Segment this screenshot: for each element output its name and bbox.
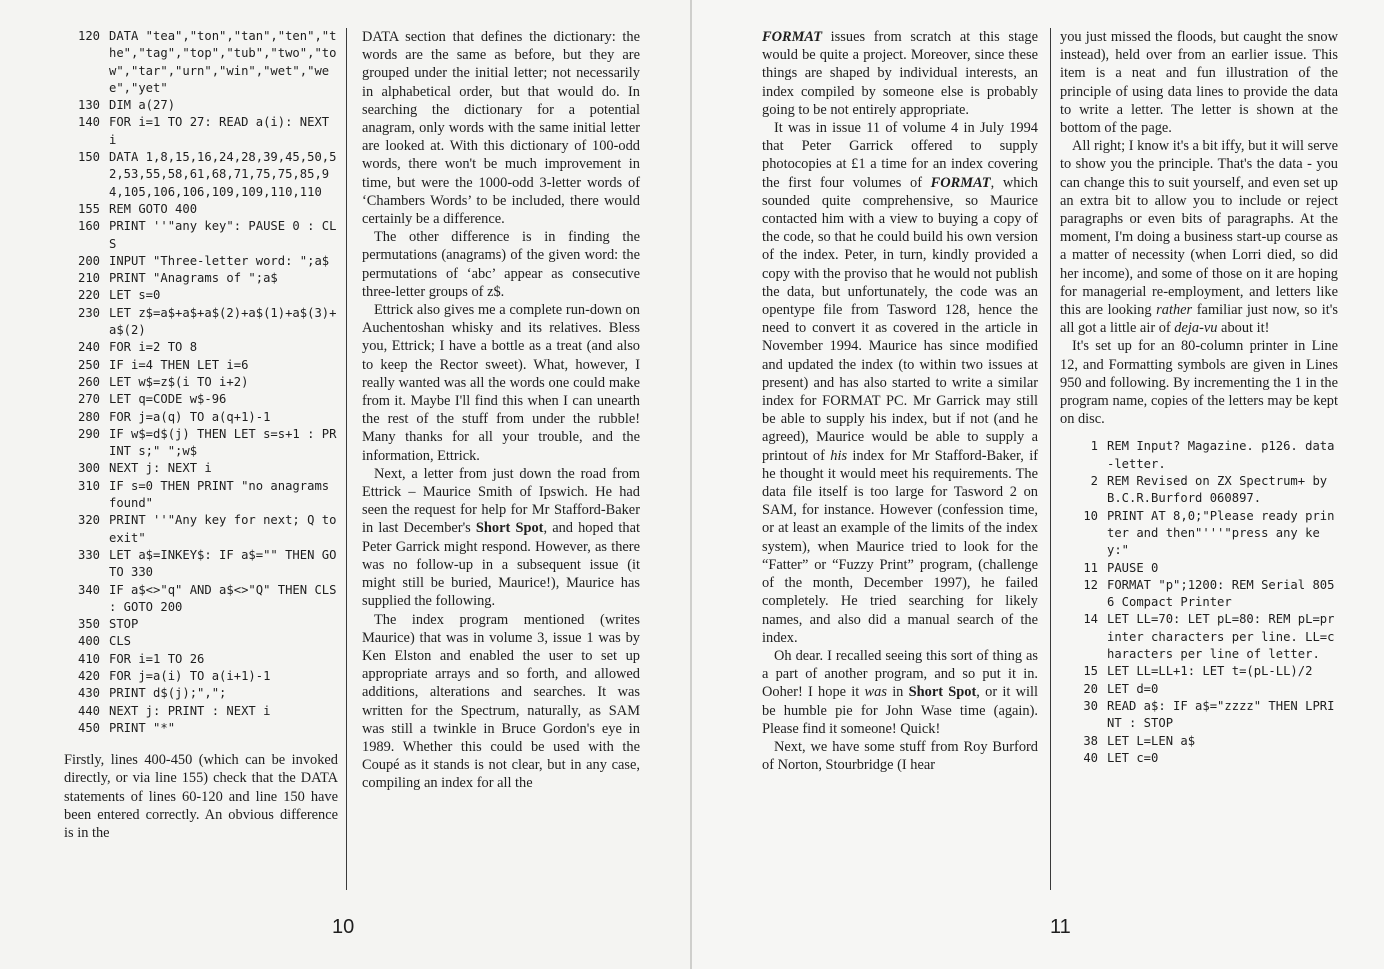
code-line [64,703,338,720]
line-number: 160 [77,219,100,234]
text-run: Next, a letter from just down the road from Ettrick – Maurice Smith of Ipswich. He had seen the request for help for Mr Stafford-Baker in last December's [362,465,640,537]
code-line [1062,698,1338,733]
code-text: LET d=0 [1107,681,1159,696]
code-text: LET s=0 [109,288,161,303]
code-text: FORMAT "p";1200: REM Serial 8056 Compact Printer [1107,577,1335,610]
line-number: 340 [77,582,100,597]
text-run: , which sounded quite comprehensive, so Maurice contacted him with a view to buying a copy of the code, so that he could build his own version of the index. Peter, in turn, kindly provided a copy with the proviso that he would not publish the data, but unfortunately, the code was an opentype file from Tasword 128, hence the need to convert it as covered in the article in November 1994. Maurice has since modified and updated the index (to within two issues at present) and has also started to write a similar index for FORMAT PC. Mr Garrick may still be able to supply his index, but if not (and he agreed), Maurice would be able to supply a printout of [762,174,1038,464]
page-number: 11 [1050,916,1071,938]
line-number: 310 [77,478,100,493]
code-text: NEXT j: PRINT : NEXT i [109,703,271,718]
code-line [64,149,338,201]
line-number: 10 [1083,508,1098,523]
text-run: issues from scratch at this stage would be quite a project. Moreover, since these things are shaped by individual interests, an index compiled by someone else is probably going to be not entirely appropriate. [762,29,1038,118]
code-line [64,391,338,408]
line-number: 280 [77,409,100,424]
line-number: 210 [77,271,100,286]
line-number: 120 [77,29,100,43]
code-text: IF a$<>"q" AND a$<>"Q" THEN CLS : GOTO 200 [109,582,344,614]
text-run: in [886,684,909,701]
code-text: INPUT "Three-letter word: ";a$ [109,253,330,268]
code-text: IF s=0 THEN PRINT "no anagrams found" [109,478,337,511]
code-text: FOR i=1 TO 26 [109,651,205,666]
left-column-2 [362,28,640,793]
code-line [64,357,338,374]
code-line [64,426,338,461]
code-text: DATA "tea","ton","tan","ten","the","tag","top","tub","two","tow","tar","urn","win","wet","wee","yet" [109,29,337,95]
text-run: familiar just now, so it's all got a little air of [1060,302,1338,337]
paragraph: Next, we have some stuff from Roy Burford of Norton, Stourbridge (I hear [762,738,1038,774]
code-line [1062,750,1338,767]
code-text: PRINT "Anagrams of ";a$ [109,271,278,286]
line-number: 410 [77,651,100,666]
line-number: 400 [77,634,100,649]
paragraph: The other difference is in finding the permutations (anagrams) of the given word: the permutations of ‘abc’ appear as consecutive three-letter groups of z$. [362,229,640,300]
code-line [1062,733,1338,750]
code-text: LET LL=70: LET pL=80: REM pL=printer characters per line. LL=characters per line of letter. [1107,612,1335,662]
code-text: FOR i=1 TO 27: READ a(i): NEXT i [109,115,337,147]
line-number: 230 [77,305,100,320]
line-number: 14 [1083,612,1098,627]
line-number: 300 [77,461,100,476]
code-line [64,720,338,737]
code-line [64,218,338,253]
code-text: PRINT AT 8,0;"Please ready printer and then"'''"press any key:" [1107,508,1335,558]
code-text: DIM a(27) [109,98,176,113]
code-line [1062,508,1338,560]
emphasis: his [830,447,848,464]
line-number: 270 [77,392,100,407]
code-line [1062,681,1338,698]
text-run: index for Mr Stafford-Baker, if he thought it would meet his requirements. The data file itself is too large for Tasword 2 on SAM, for instance. However (confession time, or at least an example of the limits of the index system), when Maurice tried to look for the “Fatter” or “Fuzzy Print” program, (challenge of the month, December 1997), he failed completely. He tried searching for likely names, and also did a manual search of the index. [762,447,1038,646]
left-column-1 [64,28,344,842]
code-text: CLS [109,634,132,649]
code-line [64,253,338,270]
line-number: 11 [1083,560,1098,575]
line-number: 155 [77,201,100,216]
text-run: , and hoped that Peter Garrick might respond. However, as there was no follow-up in a subsequent issue (it might still be buried, Maurice!), Maurice has supplied the following. [362,520,640,610]
line-number: 200 [77,253,100,268]
code-text: REM Input? Magazine. p126. data-letter. [1107,439,1335,471]
code-line [64,616,338,633]
code-text: FOR j=a(i) TO a(i+1)-1 [109,668,271,683]
code-line [64,374,338,391]
code-text: PRINT ''"any key": PAUSE 0 : CLS [109,219,337,251]
code-text: STOP [109,617,139,632]
line-number: 250 [77,357,100,372]
line-number: 350 [77,617,100,632]
code-line [1062,663,1338,680]
paragraph: It's set up for an 80-column printer in Line 12, and Formatting symbols are given in Lines 950 and following. By incrementing the 1 in the program name, copies of the letters may be kept on disc. [1060,338,1338,428]
emphasis: rather [1156,302,1193,319]
code-line [1062,577,1338,612]
line-number: 420 [77,668,100,683]
line-number: 38 [1083,733,1098,748]
code-line [64,28,338,97]
right-column-2-text [1060,28,1338,428]
line-number: 12 [1083,577,1098,592]
right-column-2 [1060,28,1338,767]
code-line [64,97,338,114]
code-line [64,287,338,304]
paragraph [762,119,1038,647]
paragraph [1060,137,1338,337]
paragraph: Firstly, lines 400-450 (which can be invoked directly, or via line 155) check that the DATA statements of lines 60-120 and line 150 have been entered correctly. An obvious difference is in the [64,752,338,841]
paragraph: Ettrick also gives me a complete run-down on Auchentoshan whisky and its relatives. Bless you, Ettrick; I have a bottle as a treat (and also to keep the Rector sweet). What, however, I really wanted was all the words one could make from it. Maybe I'll find this when I can unearth the rest of the stuff from under the rubble! Many thanks for all your trouble, and the information, Ettrick. [362,302,640,464]
line-number: 15 [1083,664,1098,679]
page-number: 10 [332,916,355,938]
line-number: 240 [77,340,100,355]
code-line [64,512,344,547]
code-text: REM GOTO 400 [109,201,198,216]
basic-listing [1062,438,1338,767]
line-number: 260 [77,374,100,389]
text-run: It was in issue 11 of volume 4 in July 1994 that Peter Garrick offered to supply photocopies at £1 a time for an index covering the first four volumes of [762,120,1038,191]
left-page [0,0,690,969]
line-number: 320 [77,513,100,528]
code-text: REM Revised on ZX Spectrum+ by B.C.R.Burford 060897. [1107,474,1335,506]
left-column-1-text [64,751,338,842]
line-number: 140 [77,115,100,130]
code-line [64,114,338,149]
line-number: 130 [77,98,100,113]
code-text: PRINT "*" [109,720,176,735]
code-line [64,651,338,668]
code-line [64,339,338,356]
line-number: 450 [77,720,100,735]
paragraph [362,465,640,611]
code-line [1062,611,1338,663]
code-text: FOR j=a(q) TO a(q+1)-1 [109,409,271,424]
column-divider [346,28,347,890]
code-text: DATA 1,8,15,16,24,28,39,45,50,52,53,55,58,61,68,71,75,75,85,94,105,106,106,109,109,110,110 [109,150,337,199]
line-number: 20 [1083,681,1098,696]
code-line [64,478,338,513]
code-line [64,270,338,287]
paragraph: The index program mentioned (writes Maurice) that was in volume 3, issue 1 was by Ken Elston and enabled the user to set up appropriate arrays and so forth, and allowed additions, alterations and searches. It was written for the Spectrum, naturally, as SAM was still a twinkle in Bruce Gordon's eye in 1989. Whether this could be used with the Coupé as it stands is not clear, but in any case, compiling an index for all the [362,611,640,792]
right-page [692,0,1384,969]
code-text: PRINT ''"Any key for next; Q to exit" [109,513,344,545]
code-line [64,685,338,702]
code-text: READ a$: IF a$="zzzz" THEN LPRINT : STOP [1107,698,1335,731]
column-divider [1050,28,1051,890]
code-line [64,305,338,340]
text-run: Oh dear. I recalled seeing this sort of thing as a part of another program, and so put it in. Ooher! I hope it [762,647,1038,701]
code-text: LET L=LEN a$ [1107,733,1196,748]
code-line [1062,438,1338,473]
code-line [64,633,338,650]
text-run: All right; I know it's a bit iffy, but it will serve to show you the principle. That's the data - you can change this to suit yourself, and even set up an extra bit to allow you to include or reject paragraphs or even bits of paragraphs. At the moment, I'm doing a business start-up course as a matter of necessity (when Lorri died, so did her income), and some of those on it are hoping for managerial re-employment, and letters like this are looking [1060,138,1338,319]
short-spot-title: Short Spot [475,520,544,537]
code-line [1062,473,1338,508]
code-line [64,409,338,426]
line-number: 220 [77,288,100,303]
line-number: 1 [1090,439,1098,454]
code-text: LET LL=LL+1: LET t=(pL-LL)/2 [1107,664,1313,679]
code-line [64,201,338,218]
code-text: FOR i=2 TO 8 [109,340,198,355]
emphasis: was [864,684,887,701]
code-text: LET z$=a$+a$+a$(2)+a$(1)+a$(3)+a$(2) [109,305,337,338]
text-run: , or it will be humble pie for John Wase time (again). Please find it someone! Quick! [762,684,1039,737]
code-line [64,582,344,617]
line-number: 150 [77,150,100,165]
line-number: 430 [77,686,100,701]
paragraph [762,28,1038,119]
code-text: PAUSE 0 [1107,560,1159,575]
paragraph: you just missed the floods, but caught the snow instead), held over from an earlier issue. This item is a neat and fun illustration of the principle of using data lines to provide the data to write a letter. The letter is shown at the bottom of the page. [1060,29,1338,137]
code-text: LET c=0 [1107,750,1159,765]
text-run: about it! [1217,320,1270,337]
code-text: PRINT d$(j);","; [109,686,227,701]
magazine-name: FORMAT [762,29,822,45]
right-column-1 [762,28,1038,774]
code-text: LET q=CODE w$-96 [109,392,227,407]
code-line [64,668,338,685]
code-line [64,460,338,477]
line-number: 2 [1090,474,1098,489]
code-line [64,547,338,582]
short-spot-title: Short Spot [908,684,977,701]
code-text: IF w$=d$(j) THEN LET s=s+1 : PRINT s;" ";w$ [109,426,337,459]
line-number: 40 [1083,750,1098,765]
emphasis: deja-vu [1174,320,1218,337]
basic-listing [64,28,344,737]
code-text: LET a$=INKEY$: IF a$="" THEN GOTO 330 [109,547,337,580]
line-number: 330 [77,547,100,562]
magazine-name: FORMAT [930,174,991,191]
line-number: 290 [77,426,100,441]
line-number: 440 [77,703,100,718]
code-text: IF i=4 THEN LET i=6 [109,357,249,372]
paragraph: DATA section that defines the dictionary: the words are the same as before, but they are grouped under the initial letter; not necessarily in alphabetical order, but that would do. In searching the dictionary for a potential anagram, only words with the same initial letter are looked at. With this dictionary of 100-odd words, there won't be much improvement in time, but were the 1000-odd 3-letter words of ‘Chambers Words’ to be included, there would certainly be a difference. [362,29,640,228]
line-number: 30 [1083,698,1098,713]
code-text: NEXT j: NEXT i [109,461,212,476]
code-text: LET w$=z$(i TO i+2) [109,374,249,389]
paragraph [762,647,1038,738]
code-line [1062,560,1338,577]
